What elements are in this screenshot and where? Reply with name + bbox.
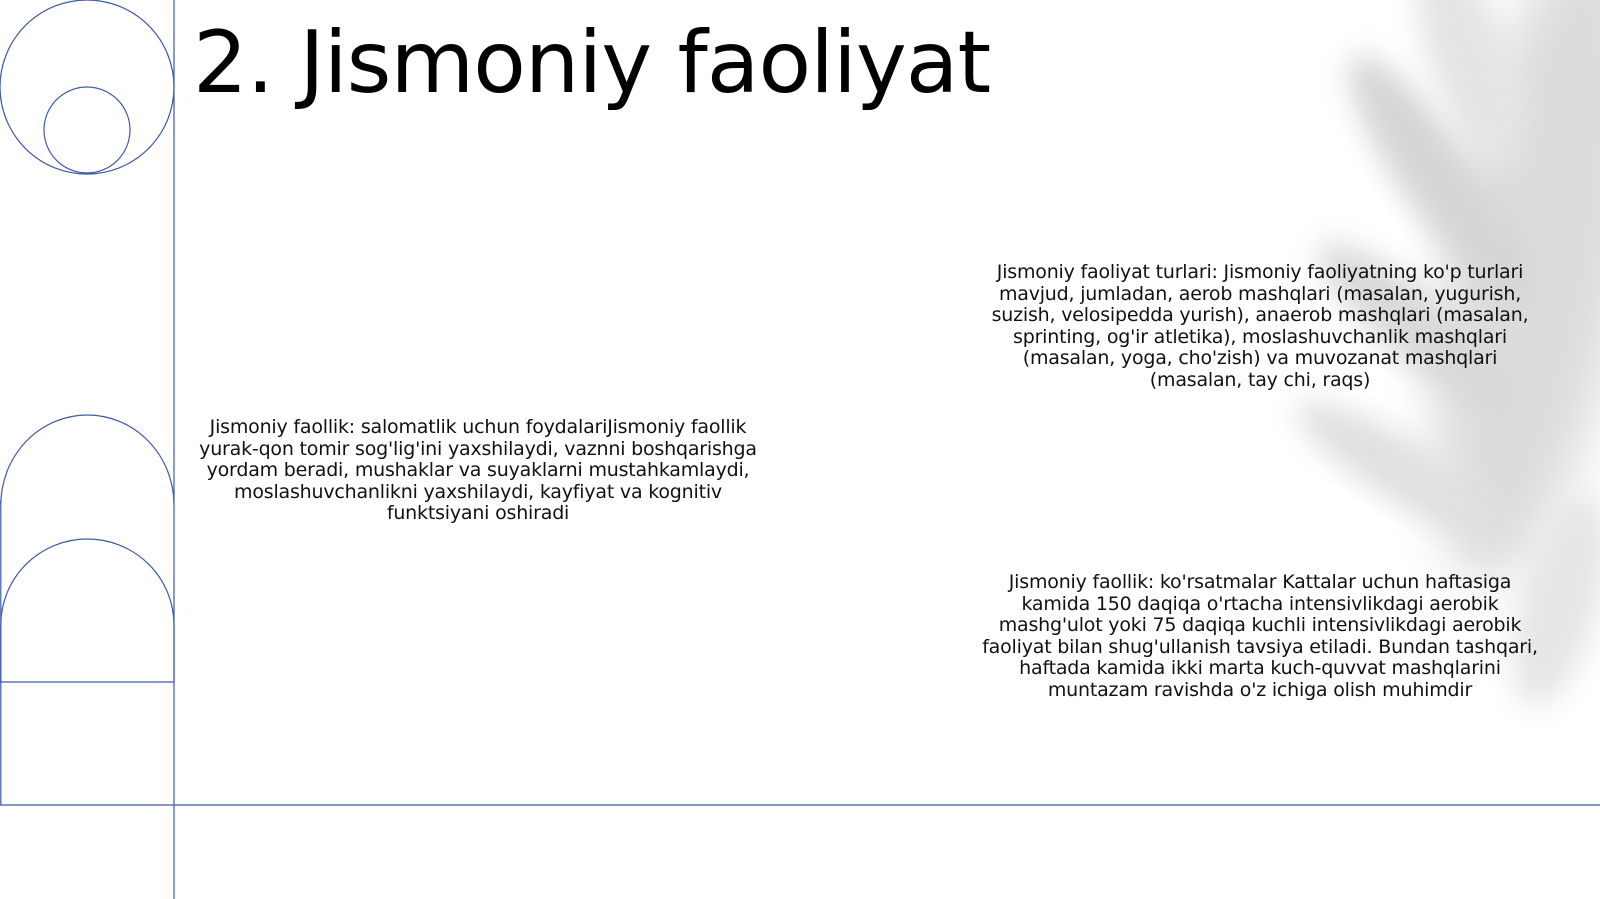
physical-activity-types-text: Jismoniy faoliyat turlari: Jismoniy faoliyatning ko'p turlari mavjud, jumladan, aerob mashqlari (masalan, yugurish, suzish, velosipedda yurish), anaerob mashqlari (masalan, sprinting, og'ir atletika), moslashuvchanlik mashqlari (masalan, yoga, cho'zish) va muvozanat mashqlari (masalan, tay chi, raqs) [991,261,1529,391]
physical-activity-guidelines-text: Jismoniy faollik: ko'rsatmalar Kattalar uchun haftasiga kamida 150 daqiqa o'rtacha intensivlikdagi aerobik mashg'ulot yoki 75 daqiqa kuchli intensivlikdagi aerobik faoliyat bilan shug'ullanish tavsiya etiladi. Bundan tashqari, haftada kamida ikki marta kuch-quvvat mashqlarini muntazam ravishda o'z ichiga olish muhimdir [982,571,1538,701]
physical-activity-benefits-text: Jismoniy faollik: salomatlik uchun foydalariJismoniy faollik yurak-qon tomir sog'lig'ini yaxshilaydi, vaznni boshqarishga yordam beradi, mushaklar va suyaklarni mustahkamlaydi, moslashuvchanlikni yaxshilaydi, kayfiyat va kognitiv funktsiyani oshiradi [199,416,757,524]
circle-outline-small [44,87,130,173]
arch-outline-upper [1,415,174,505]
slide-title: 2. Jismoniy faoliyat [193,13,991,113]
arch-outline-lower [1,539,174,682]
